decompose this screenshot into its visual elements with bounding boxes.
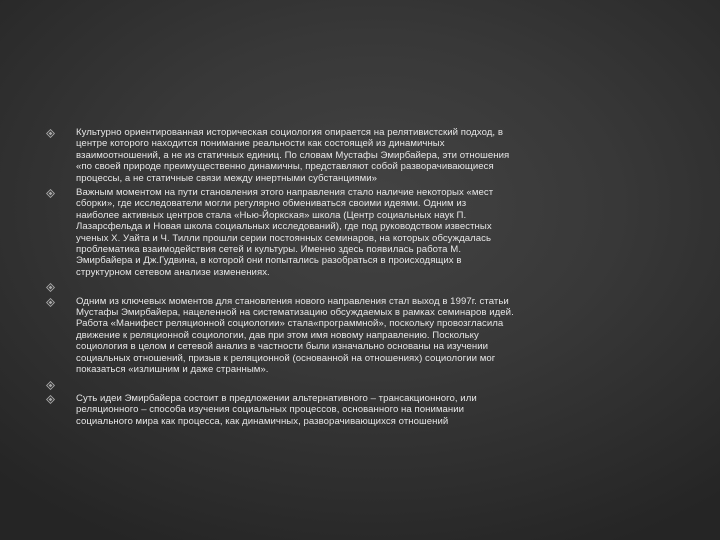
bullet-item bbox=[46, 296, 626, 376]
bullet-item bbox=[46, 127, 626, 184]
bullet-item bbox=[46, 187, 626, 278]
bullet-text: Культурно ориентированная историческая социология опирается на релятивистский подход, в центре которого находится понимание реальности как состоящей из динамичных взаимоотношений, а не из статичных единиц. По словам Мустафы Эмирбайера, эти отношения «по своей природе преимущественно динамичны, представляют собой разворачивающиеся процессы, а не статичные связи между инертными субстанциями» bbox=[76, 127, 510, 184]
bullet-list bbox=[46, 127, 626, 430]
bullet-text: Важным моментом на пути становления этого направления стало наличие некоторых «мест сборки», где исследователи могли регулярно обмениваться своими идеями. Одним из наиболее активных центров стала «Нью-Йоркская» школа (Центр социальных наук П. Лазарсфельда и Новая школа социальных исследований), где под руководством известных ученых Х. Уайта и Ч. Тилли прошли серии постоянных семинаров, на которых обсуждалась проблематика взаимодействия сетей и культуры. Именно здесь появилась работа М. Эмирбайера и Дж.Гудвина, в которой они попытались разобраться в происходящих в структурном сетевом анализе изменениях. bbox=[76, 187, 494, 278]
bullet-item bbox=[46, 393, 626, 427]
bullet-text: Суть идеи Эмирбайера состоит в предложении альтернативного – трансакционного, или реляционного – способа изучения социальных процессов, основанного на понимании социального мира как процесса, как динамичных, разворачивающихся отношений bbox=[76, 392, 477, 427]
diamond-bullet-icon bbox=[46, 129, 55, 138]
bullet-item-empty bbox=[46, 281, 626, 292]
diamond-bullet-icon bbox=[46, 298, 55, 307]
bullet-item-empty bbox=[46, 379, 626, 390]
bullet-text: Одним из ключевых моментов для становления нового направления стал выход в 1997г. статьи Мустафы Эмирбайера, нацеленной на систематизацию обсуждаемых в рамках семинаров идей. Работа «Манифест реляционной социологии» стала«программной», поскольку провозгласила движение к реляционной социологии, дав при этом имя новому направлению. Поскольку социология в целом и сетевой анализ в частности были изначально основаны на изучении социальных отношений, призыв к реляционной (основанной на отношениях) социологии мог показаться «излишним и даже странным». bbox=[76, 295, 514, 376]
diamond-bullet-icon bbox=[46, 283, 55, 292]
diamond-bullet-icon bbox=[46, 395, 55, 404]
diamond-bullet-icon bbox=[46, 381, 55, 390]
diamond-bullet-icon bbox=[46, 189, 55, 198]
